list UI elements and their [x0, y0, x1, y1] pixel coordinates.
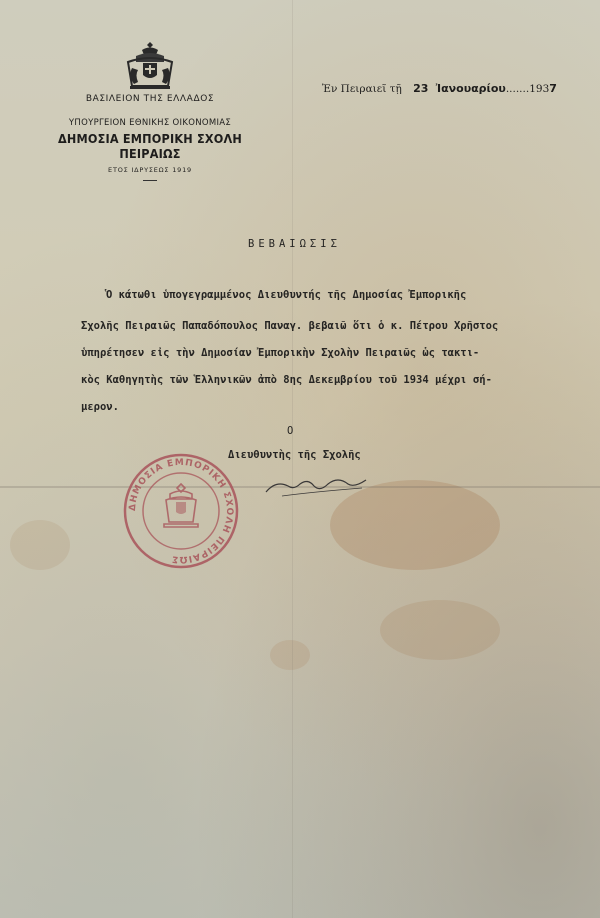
- dateline: [322, 82, 557, 95]
- dateline-dots: .......: [505, 83, 530, 95]
- paper-stain: [10, 520, 70, 570]
- dateline-month: Ἰανουαρίου: [435, 82, 506, 95]
- director-signature: [262, 472, 372, 500]
- body-line: Ὁ κάτωθι ὑπογεγραμμένος Διευθυντής τῆς Δημοσίας Ἐμπορικῆς: [106, 289, 467, 301]
- founded-label: ΕΤΟΣ ΙΔΡΥΣΕΩΣ 1919: [108, 166, 192, 174]
- svg-text:ΔΗΜΟΣΙΑ ΕΜΠΟΡΙΚΗ ΣΧΟΛΗ ΠΕΙΡΑΙΩ: ΔΗΜΟΣΙΑ ΕΜΠΟΡΙΚΗ ΣΧΟΛΗ ΠΕΙΡΑΙΩΣ: [127, 457, 235, 565]
- body-line: ὑπηρέτησεν εἰς τὴν Δημοσίαν Ἐμπορικὴν Σχολὴν Πειραιῶς ὡς τακτι-: [81, 347, 480, 359]
- dateline-year-digit: 7: [549, 82, 557, 95]
- dateline-prefix: Ἐν Πειραιεῖ τῇ: [322, 83, 402, 95]
- school-seal-stamp: [120, 450, 242, 572]
- closing-title: Διευθυντὴς τῆς Σχολῆς: [228, 449, 361, 461]
- school-name: ΔΗΜΟΣΙΑ ΕΜΠΟΡΙΚΗ ΣΧΟΛΗ ΠΕΙΡΑΙΩΣ: [57, 131, 243, 161]
- dateline-day: 23: [413, 82, 429, 95]
- body-line: μερον.: [81, 401, 119, 413]
- letterhead-divider: [143, 180, 157, 181]
- paper-stain: [270, 640, 310, 670]
- ministry-label: ΥΠΟΥΡΓΕΙΟΝ ΕΘΝΙΚΗΣ ΟΙΚΟΝΟΜΙΑΣ: [68, 118, 232, 128]
- dateline-year-prefix: 193: [529, 83, 550, 95]
- paper-stain: [380, 600, 500, 660]
- letterhead: [50, 38, 250, 181]
- closing-article: Ο: [287, 425, 294, 437]
- kingdom-label: ΒΑΣΙΛΕΙΟΝ ΤΗΣ ΕΛΛΑΔΟΣ: [85, 94, 215, 104]
- document-title: ΒΕΒΑΙΩΣΙΣ: [248, 238, 341, 250]
- body-line: Σχολῆς Πειραιῶς Παπαδόπουλος Παναγ. βεβαιῶ ὅτι ὁ κ. Πέτρου Χρῆστος: [81, 320, 499, 332]
- body-line: κὸς Καθηγητὴς τῶν Ἑλληνικῶν ἀπὸ 8ης Δεκεμβρίου τοῦ 1934 μέχρι σή-: [81, 374, 492, 386]
- royal-crest-icon: [122, 38, 178, 92]
